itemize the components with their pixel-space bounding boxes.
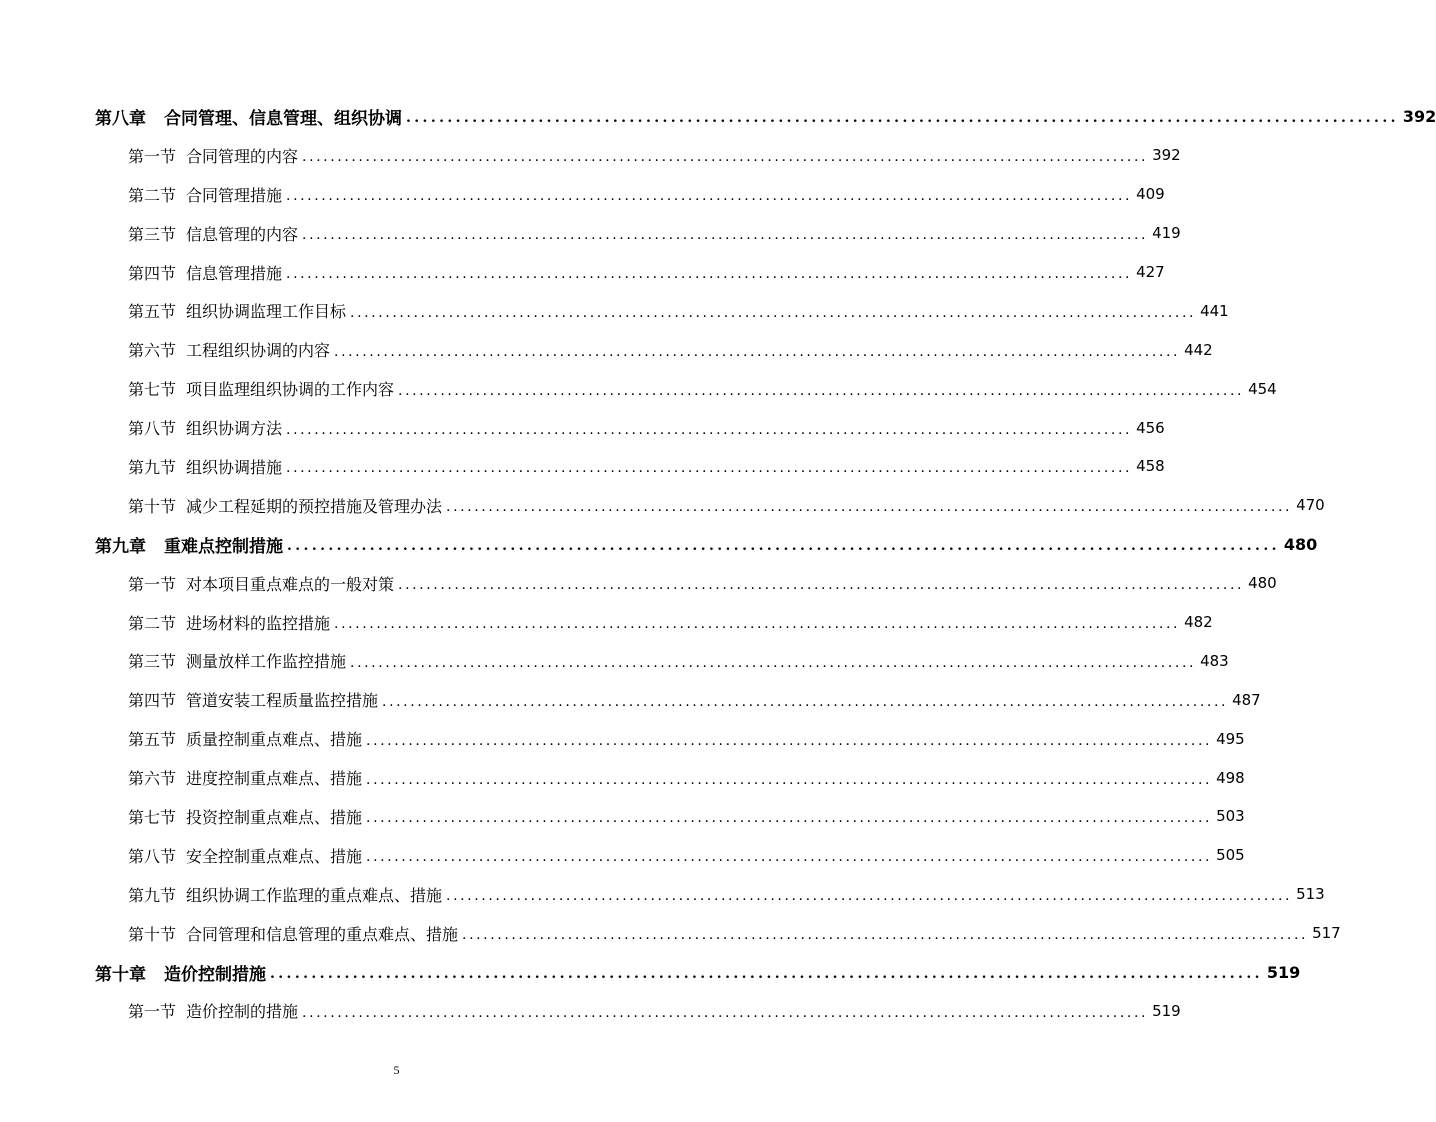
toc-section-entry[interactable]: [0, 797, 1245, 836]
toc-entry-text: 信息管理的内容: [186, 224, 299, 244]
toc-leader-dots: ........................................................................................................................: [334, 343, 1181, 360]
toc-section-entry[interactable]: [0, 991, 1181, 1030]
toc-entry-title: [128, 883, 442, 906]
toc-entry-number: 第九节: [128, 885, 177, 905]
toc-entry-number: 第八章: [95, 108, 146, 129]
toc-entry-title: [128, 999, 298, 1022]
toc-entry-page: 498: [1216, 768, 1245, 787]
toc-entry-page: 441: [1200, 301, 1229, 320]
toc-entry-number: 第九节: [128, 457, 177, 477]
toc-entry-page: 427: [1136, 263, 1165, 281]
toc-leader-dots: ........................................................................................................................: [302, 227, 1149, 244]
toc-entry-title: [128, 922, 458, 945]
toc-entry-text: 进度控制重点难点、措施: [186, 769, 363, 789]
toc-section-entry[interactable]: [0, 408, 1165, 447]
toc-entry-title: [128, 377, 394, 400]
toc-entry-number: 第四节: [128, 691, 177, 711]
toc-leader-dots: ........................................................................................................................: [286, 266, 1133, 282]
toc-entry-text: 合同管理、信息管理、组织协调: [164, 108, 402, 129]
toc-entry-number: 第六节: [128, 769, 177, 789]
toc-entry-number: 第三节: [128, 652, 177, 672]
toc-entry-number: 第一节: [128, 146, 177, 166]
toc-entry-title: [128, 455, 282, 478]
toc-entry-page: 482: [1184, 613, 1213, 632]
toc-entry-number: 第一节: [128, 574, 177, 594]
toc-section-entry[interactable]: [0, 253, 1165, 292]
toc-entry-number: 第十节: [128, 924, 177, 944]
toc-entry-title: [128, 299, 346, 322]
toc-entry-number: 第九章: [95, 536, 146, 557]
toc-entry-title: [128, 611, 330, 634]
toc-entry-page: 519: [1152, 1001, 1181, 1020]
page-number: 5: [393, 1063, 400, 1077]
toc-entry-page: 519: [1266, 962, 1301, 982]
toc-entry-number: 第八节: [128, 846, 177, 866]
toc-section-entry[interactable]: [0, 447, 1165, 486]
toc-section-entry[interactable]: [0, 486, 1325, 525]
toc-entry-title: [128, 222, 298, 245]
toc-entry-page: 442: [1184, 340, 1213, 359]
toc-entry-page: 480: [1248, 574, 1277, 593]
toc-leader-dots: ........................................................................................................................: [366, 732, 1213, 749]
toc-leader-dots: ........................................................................................................................: [366, 849, 1213, 866]
toc-entry-page: 458: [1136, 457, 1165, 476]
toc-entry-title: [128, 338, 330, 361]
toc-entry-title: [95, 960, 266, 985]
toc-chapter-entry[interactable]: [0, 525, 1318, 564]
toc-leader-dots: ........................................................................................................................: [398, 577, 1245, 594]
toc-entry-number: 第十章: [95, 964, 146, 985]
toc-entry-page: 495: [1216, 729, 1245, 748]
toc-entry-text: 安全控制重点难点、措施: [186, 846, 363, 866]
toc-leader-dots: ........................................................................................................................: [334, 616, 1181, 633]
toc-entry-text: 造价控制措施: [164, 964, 266, 985]
toc-section-entry[interactable]: [0, 719, 1245, 758]
table-of-contents: [0, 97, 1436, 1030]
toc-entry-number: 第八节: [128, 419, 177, 439]
toc-section-entry[interactable]: [0, 914, 1341, 953]
toc-leader-dots: ........................................................................................................................: [406, 110, 1399, 127]
toc-entry-page: 505: [1216, 846, 1245, 865]
toc-section-entry[interactable]: [0, 291, 1229, 330]
toc-section-entry[interactable]: [0, 214, 1181, 253]
toc-entry-page: 392: [1402, 106, 1436, 126]
toc-entry-number: 第五节: [128, 302, 177, 322]
toc-leader-dots: ........................................................................................................................: [286, 188, 1133, 205]
toc-section-entry[interactable]: [0, 175, 1165, 214]
toc-leader-dots: ........................................................................................................................: [462, 927, 1309, 944]
toc-entry-text: 组织协调措施: [186, 457, 283, 477]
toc-leader-dots: ........................................................................................................................: [446, 888, 1293, 905]
toc-entry-text: 组织协调工作监理的重点难点、措施: [186, 885, 443, 905]
toc-entry-title: [128, 688, 378, 711]
toc-entry-page: 503: [1216, 807, 1245, 826]
toc-entry-text: 重难点控制措施: [164, 536, 283, 557]
toc-leader-dots: ........................................................................................................................: [366, 810, 1213, 827]
toc-entry-number: 第七节: [128, 807, 177, 827]
toc-leader-dots: ........................................................................................................................: [382, 693, 1229, 710]
toc-leader-dots: ........................................................................................................................: [302, 1004, 1149, 1021]
toc-entry-text: 减少工程延期的预控措施及管理办法: [186, 496, 443, 516]
toc-entry-title: [128, 727, 362, 750]
toc-entry-text: 合同管理和信息管理的重点难点、措施: [186, 924, 459, 944]
toc-leader-dots: ........................................................................................................................: [398, 382, 1245, 399]
toc-entry-number: 第二节: [128, 185, 177, 205]
toc-entry-page: 483: [1200, 651, 1229, 670]
toc-entry-title: [128, 144, 298, 167]
toc-entry-number: 第四节: [128, 263, 177, 283]
toc-entry-page: 487: [1232, 690, 1261, 709]
toc-entry-number: 第六节: [128, 341, 177, 361]
toc-entry-page: 456: [1136, 418, 1165, 437]
toc-entry-text: 工程组织协调的内容: [186, 341, 331, 361]
toc-entry-number: 第一节: [128, 1002, 177, 1022]
toc-chapter-entry[interactable]: [0, 97, 1436, 136]
toc-section-entry[interactable]: [0, 369, 1277, 408]
toc-entry-text: 信息管理措施: [186, 263, 283, 283]
toc-section-entry[interactable]: [0, 680, 1261, 719]
toc-entry-text: 合同管理措施: [186, 185, 283, 205]
toc-entry-title: [128, 183, 282, 206]
toc-entry-title: [128, 572, 394, 595]
toc-entry-title: [128, 416, 282, 439]
toc-entry-text: 质量控制重点难点、措施: [186, 730, 363, 750]
toc-entry-title: [128, 766, 362, 789]
toc-entry-title: [128, 844, 362, 867]
toc-entry-title: [128, 494, 442, 517]
toc-leader-dots: ........................................................................................................................: [350, 304, 1197, 321]
toc-entry-title: [128, 649, 346, 672]
toc-entry-number: 第二节: [128, 613, 177, 633]
toc-entry-text: 项目监理组织协调的工作内容: [186, 380, 395, 400]
toc-entry-page: 392: [1152, 146, 1181, 165]
toc-leader-dots: ........................................................................................................................: [270, 966, 1263, 983]
toc-entry-title: [95, 104, 402, 129]
toc-section-entry[interactable]: [0, 603, 1213, 642]
toc-section-entry[interactable]: [0, 875, 1325, 914]
toc-entry-title: [128, 805, 362, 828]
toc-leader-dots: ........................................................................................................................: [286, 421, 1133, 438]
toc-chapter-entry[interactable]: [0, 953, 1301, 992]
toc-entry-number: 第十节: [128, 496, 177, 516]
toc-entry-page: 454: [1248, 379, 1277, 398]
toc-entry-text: 对本项目重点难点的一般对策: [186, 574, 395, 594]
toc-entry-text: 合同管理的内容: [186, 146, 299, 166]
toc-section-entry[interactable]: [0, 758, 1245, 797]
toc-section-entry[interactable]: [0, 330, 1213, 369]
toc-entry-text: 进场材料的监控措施: [186, 613, 331, 633]
toc-entry-number: 第三节: [128, 224, 177, 244]
toc-section-entry[interactable]: [0, 641, 1229, 680]
toc-entry-number: 第五节: [128, 730, 177, 750]
toc-leader-dots: ........................................................................................................................: [287, 538, 1280, 555]
toc-section-entry[interactable]: [0, 136, 1181, 175]
toc-entry-page: 480: [1283, 534, 1318, 554]
toc-entry-page: 517: [1312, 924, 1341, 943]
toc-entry-number: 第七节: [128, 380, 177, 400]
toc-section-entry[interactable]: [0, 836, 1245, 875]
toc-leader-dots: ........................................................................................................................: [302, 149, 1149, 166]
toc-leader-dots: ........................................................................................................................: [286, 460, 1133, 477]
toc-leader-dots: ........................................................................................................................: [446, 499, 1293, 516]
toc-entry-text: 管道安装工程质量监控措施: [186, 691, 379, 711]
toc-entry-title: [128, 261, 282, 284]
toc-entry-title: [95, 532, 283, 557]
toc-entry-text: 投资控制重点难点、措施: [186, 807, 363, 827]
toc-leader-dots: ........................................................................................................................: [350, 654, 1197, 671]
toc-entry-text: 测量放样工作监控措施: [186, 652, 347, 672]
toc-section-entry[interactable]: [0, 564, 1277, 603]
toc-entry-page: 470: [1296, 496, 1325, 515]
toc-entry-text: 造价控制的措施: [186, 1002, 299, 1022]
toc-leader-dots: ........................................................................................................................: [366, 771, 1213, 788]
toc-entry-text: 组织协调监理工作目标: [186, 302, 347, 322]
toc-entry-page: 409: [1136, 185, 1165, 204]
toc-entry-page: 419: [1152, 224, 1181, 243]
toc-entry-page: 513: [1296, 885, 1325, 904]
toc-entry-text: 组织协调方法: [186, 419, 283, 439]
